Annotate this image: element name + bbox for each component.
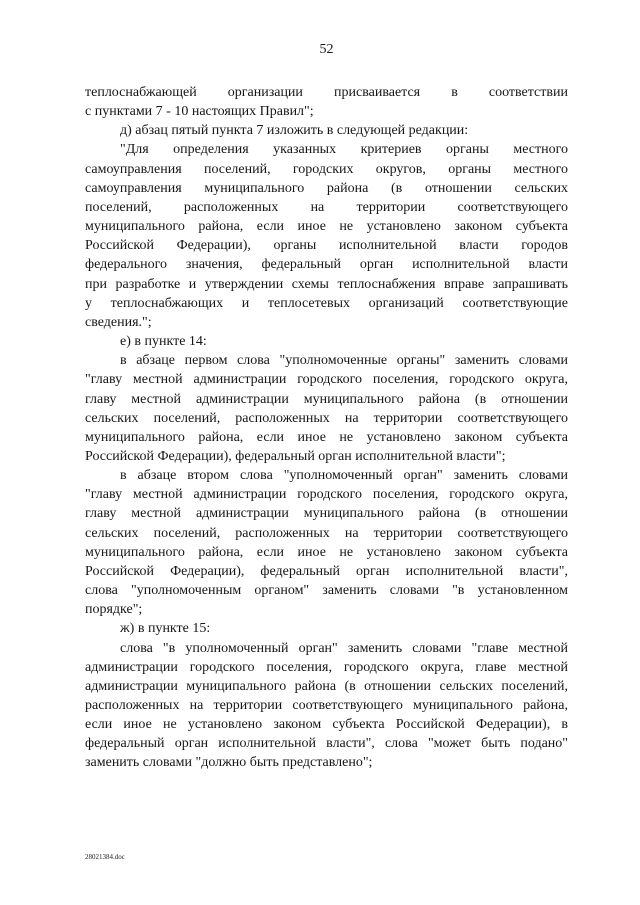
text-line: если иное не установлено законом субъекта Российской Федерации), в [85, 717, 568, 733]
text-line: поселений, расположенных на территории соответствующего [85, 199, 568, 215]
text-line: федерального значения, федеральный орган исполнительной власти [85, 257, 568, 273]
text-line: теплоснабжающей организации присваивается в соответствии [85, 85, 568, 100]
text-line: "Для определения указанных критериев органы местного [120, 142, 568, 158]
text-line: муниципального района, если иное не установлено законом субъекта [85, 544, 568, 560]
paragraph-item-zh-text [85, 639, 568, 773]
text-line: слова "уполномоченным органом" заменить словами "в установленном [85, 583, 568, 599]
text-line: "главу местной администрации городского поселения, городского округа, [85, 487, 568, 503]
paragraph-item-e-first-subclause [85, 351, 568, 466]
text-line: слова "в уполномоченный орган" заменить словами "главе местной [120, 640, 568, 656]
text-line: е) в пункте 14: [120, 334, 207, 350]
text-line: при разработке и утверждении схемы теплоснабжения вправе запрашивать [85, 276, 568, 292]
text-line: Российской Федерации), федеральный орган исполнительной власти", [85, 563, 568, 579]
paragraph-item-e-second-subclause [85, 466, 568, 619]
text-line: сельских поселений, расположенных на территории соответствующего [85, 410, 568, 426]
text-line: сведения."; [85, 314, 152, 330]
text-line: "главу местной администрации городского поселения, городского округа, [85, 372, 568, 388]
text-line: сельских поселений, расположенных на территории соответствующего [85, 525, 568, 541]
text-line: администрации городского поселения, городского округа, главе местной [85, 659, 568, 675]
text-line: самоуправления поселений, городских округов, органы местного [85, 161, 568, 177]
text-line: федеральный орган исполнительной власти", слова "может быть подано" [85, 736, 568, 752]
paragraph-item-zh [85, 619, 568, 638]
text-line: муниципального района, если иное не установлено законом субъекта [85, 429, 568, 445]
text-line: ж) в пункте 15: [120, 621, 211, 637]
text-line: заменить словами "должно быть представлено"; [85, 755, 373, 771]
paragraph-item-e [85, 332, 568, 351]
paragraph-item-d-quoted-text [85, 140, 568, 332]
text-line: с пунктами 7 - 10 настоящих Правил"; [85, 104, 314, 120]
text-line: администрации муниципального района (в отношении сельских поселений, [85, 678, 568, 694]
text-line: в абзаце втором слова "уполномоченный орган" заменить словами [120, 468, 568, 484]
paragraph-continuation [85, 83, 568, 121]
document-body [85, 83, 568, 773]
text-line: самоуправления муниципального района (в отношении сельских [85, 180, 568, 196]
text-line: главу местной администрации муниципального района (в отношении [85, 506, 568, 522]
text-line: Российской Федерации), федеральный орган исполнительной власти"; [85, 448, 506, 464]
page-number: 52 [319, 42, 334, 57]
text-line: д) абзац пятый пункта 7 изложить в следующей редакции: [120, 123, 469, 139]
paragraph-item-d [85, 121, 568, 140]
text-line: главу местной администрации муниципального района (в отношении [85, 391, 568, 407]
footer-filename: 28021384.doc [85, 853, 125, 861]
text-line: порядке"; [85, 602, 143, 618]
text-line: муниципального района, если иное не установлено законом субъекта [85, 219, 568, 235]
text-line: расположенных на территории соответствующего муниципального района, [85, 698, 568, 713]
text-line: в абзаце первом слова "уполномоченные органы" заменить словами [120, 353, 568, 369]
text-line: Российской Федерации), органы исполнительной власти городов [85, 238, 568, 254]
text-line: у теплоснабжающих и теплосетевых организаций соответствующие [85, 295, 568, 311]
